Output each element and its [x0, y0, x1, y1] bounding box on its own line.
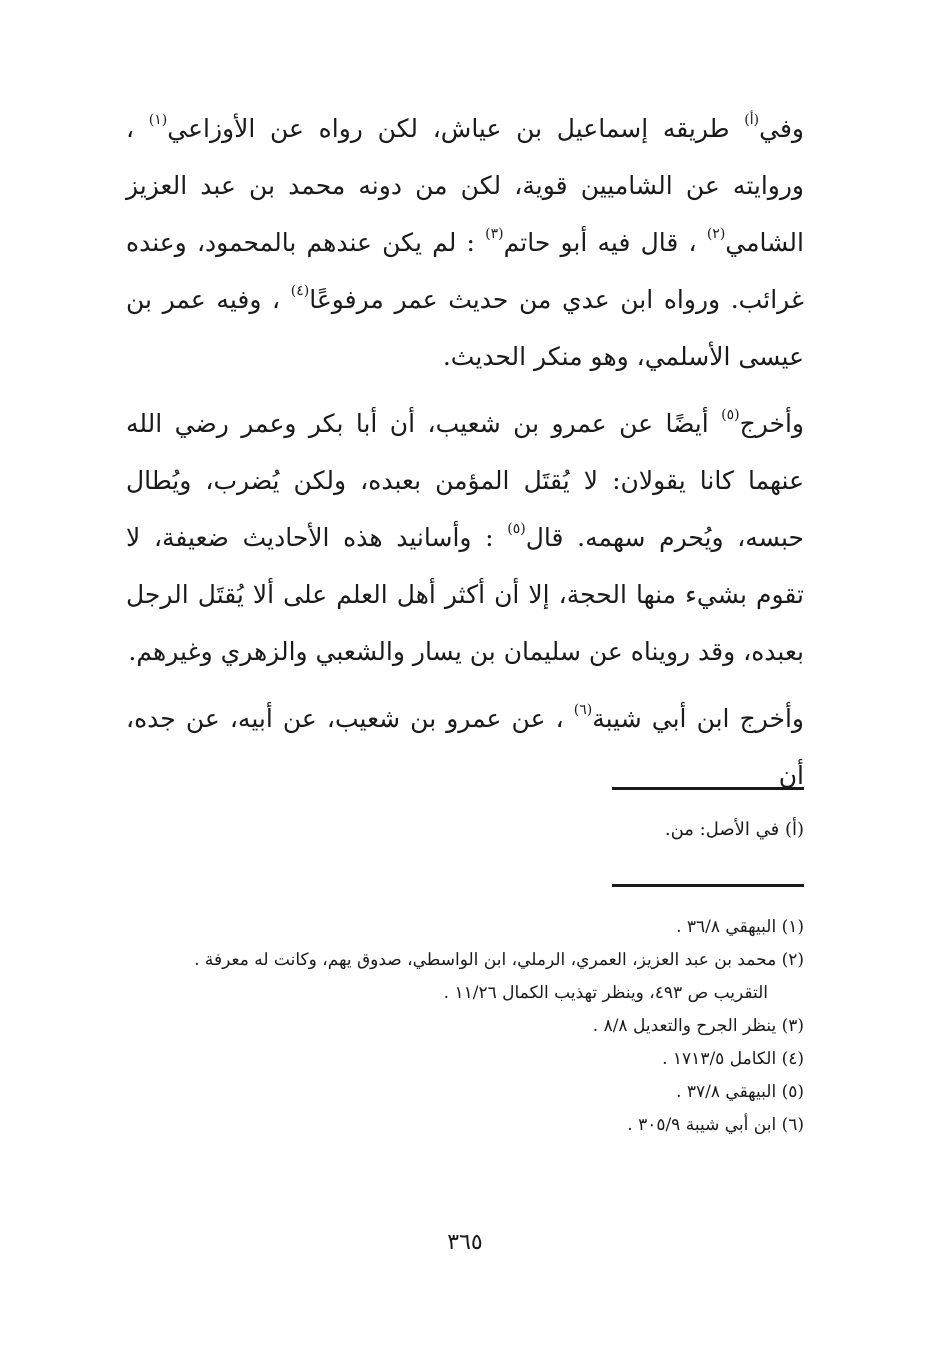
text-segment: أيضًا عن عمرو بن شعيب، أن أبا بكر وعمر رضي الله عنهما كانا يقولان: لا يُقتَل المؤمن بعبده، ولكن يُضرب، ويُطال حبسه، ويُحرم سهمه. قال [126, 409, 805, 552]
footnote-5: (٥) البيهقي ٣٧/٨ . [676, 1082, 804, 1102]
text-segment: ، قال فيه أبو حاتم [503, 228, 707, 257]
text-segment: : وأسانيد هذه الأحاديث ضعيفة، لا تقوم بشيء منها الحجة، إلا أن أكثر أهل العلم على ألا يُقتَل الرجل بعبده، وقد رويناه عن سليمان بن يسار والشعبي والزهري وغيرهم. [126, 523, 804, 666]
text-segment: طريقه إسماعيل بن عياش، لكن رواه عن الأوزاعي [167, 114, 745, 143]
text-segment: : لم يكن عندهم بالمحمود، وعنده غرائب. ورواه ابن عدي من حديث عمر مرفوعًا [126, 228, 805, 314]
main-text [126, 100, 804, 814]
text-segment: ، وفيه عمر بن عيسى الأسلمي، وهو منكر الحديث. [126, 285, 804, 371]
footnote-6: (٦) ابن أبي شيبة ٣٠٥/٩ . [627, 1115, 804, 1135]
text-segment: وأخرج [739, 409, 804, 438]
footnote-ref: (٤) [290, 283, 310, 299]
text-segment: وأخرج ابن أبي شيبة [592, 704, 804, 733]
footnote-1: (١) البيهقي ٣٦/٨ . [676, 917, 804, 937]
footnote-ref: (٣) [485, 226, 504, 242]
paragraph-1 [126, 100, 804, 385]
variant-ref: (أ) [744, 112, 760, 128]
text-segment: ، وروايته عن الشاميين قوية، لكن من دونه محمد بن عبد العزيز الشامي [126, 114, 804, 257]
text-segment: وفي [759, 114, 804, 143]
footnote-ref: (٢) [706, 226, 726, 242]
footnote-ref: (١) [148, 112, 168, 128]
variant-note: (أ) في الأصل: من. [664, 819, 804, 840]
footnote-4: (٤) الكامل ١٧١٣/٥ . [662, 1049, 804, 1069]
footnote-ref: (٥) [507, 521, 526, 537]
footnote-2: (٢) محمد بن عبد العزيز، العمري، الرملي، ابن الواسطي، صدوق يهم، وكانت له معرفة . [194, 950, 804, 970]
page-number: ٣٦٥ [447, 1230, 483, 1255]
footnote-ref: (٥) [721, 407, 740, 423]
paragraph-2 [126, 395, 804, 680]
footnote-ref: (٦) [573, 702, 593, 718]
text-segment: ، عن عمرو بن شعيب، عن أبيه، عن جده، أن [126, 704, 804, 790]
footnote-2-continuation: التقريب ص ٤٩٣، وينظر تهذيب الكمال ١١/٢٦ . [443, 983, 768, 1003]
footnote-separator [612, 884, 804, 887]
footnotes [126, 912, 804, 1143]
footnote-3: (٣) ينظر الجرح والتعديل ٨/٨ . [592, 1016, 804, 1036]
variant-separator [612, 787, 804, 790]
